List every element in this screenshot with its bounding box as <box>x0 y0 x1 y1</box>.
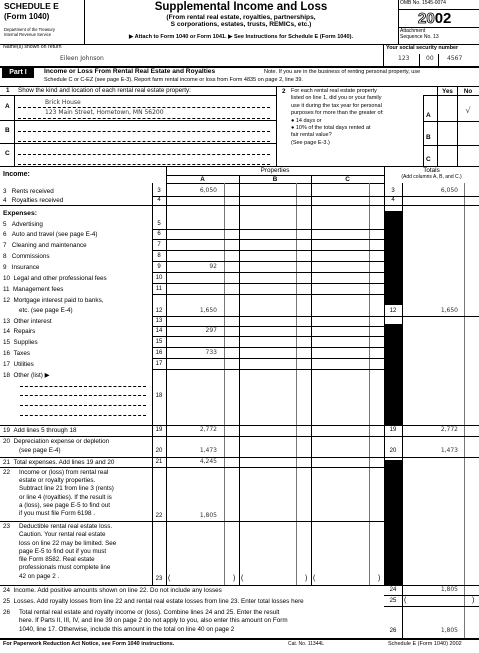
line18-label: 18 Other (list) ▶ <box>3 372 50 379</box>
other-expense-line-4[interactable] <box>20 415 146 416</box>
line20-col-a[interactable]: 1,473 <box>199 447 217 454</box>
line12-label: 12 Mortgage interest paid to banks, <box>3 297 104 304</box>
checkbox-a-no[interactable]: √ <box>465 106 471 115</box>
q2-row-b: B <box>426 134 431 141</box>
line14-label: 14 Repairs <box>3 328 36 335</box>
part1-note-2: Schedule C or C-EZ (see page E-3). Report farm rental income or loss from Form 4835 on page 2, line 39. <box>44 77 303 83</box>
line7-num: 7 <box>157 242 161 248</box>
line3-col-a[interactable]: 6,050 <box>199 187 217 194</box>
line3-total-num: 3 <box>391 188 395 194</box>
line16-label: 16 Taxes <box>3 350 30 357</box>
attachment-label: Attachment <box>400 28 426 34</box>
prop-row-c: C <box>5 150 10 157</box>
ssn-part-3[interactable]: 4567 <box>447 55 463 62</box>
line3-total[interactable]: 6,050 <box>440 187 458 194</box>
form-subtitle-1: (From rental real estate, royalties, partnerships, <box>166 14 316 21</box>
prop-row-a: A <box>5 103 10 110</box>
line21-label: 21 Total expenses. Add lines 19 and 20 <box>3 459 115 466</box>
property-a-location[interactable]: 123 Main Street, Hometown, MN 56200 <box>45 109 164 116</box>
line19-num: 19 <box>155 427 163 433</box>
line24-total[interactable]: 1,805 <box>440 586 458 593</box>
line23-col-b-close: ) <box>305 575 308 582</box>
line25-total[interactable]: ( <box>404 597 407 604</box>
line3-num: 3 <box>157 188 161 194</box>
line22-text: Income or (loss) from rental real estate or royalty properties. Subtract line 21 from line 3 (rents) or line 4 (royalties). If the result is a (loss), see page E-5 to find out if you must file Form 6198 . <box>19 469 114 518</box>
schedule-subtitle: (Form 1040) <box>4 12 50 21</box>
line8-num: 8 <box>157 253 161 259</box>
line7-label: 7 Cleaning and maintenance <box>3 242 87 249</box>
line25-close: ) <box>472 597 475 604</box>
line20-label: 20 Depreciation expense or depletion <box>3 438 110 445</box>
line9-col-a[interactable]: 92 <box>209 263 217 270</box>
line15-num: 15 <box>155 339 163 345</box>
expenses-heading: Expenses: <box>3 210 38 217</box>
line23-col-c-close: ) <box>378 575 381 582</box>
dept-label: Department of the Treasury <box>4 27 55 32</box>
line26-total[interactable]: 1,805 <box>440 627 458 634</box>
sequence-number: Sequence No. 13 <box>400 34 439 40</box>
line4-total-num: 4 <box>391 197 395 203</box>
line1-label: Show the kind and location of each rental real estate property: <box>18 87 191 94</box>
part1-title: Income or Loss From Rental Real Estate and Royalties <box>44 68 216 75</box>
properties-heading: Properties <box>260 167 290 174</box>
omb-number: OMB No. 1545-0074 <box>400 0 446 6</box>
line14-num: 14 <box>155 328 163 334</box>
line10-num: 10 <box>155 275 163 281</box>
q2-row-c: C <box>426 156 431 163</box>
line13-num: 13 <box>155 318 163 324</box>
yes-col-header: Yes <box>442 88 453 95</box>
line21-num: 21 <box>155 459 163 465</box>
checkbox-c-no[interactable] <box>457 146 479 166</box>
totals-subheading: (Add columns A, B, and C.) <box>401 174 462 180</box>
line22-number: 22 <box>3 469 11 476</box>
line20-num: 20 <box>155 448 163 454</box>
line25-num: 25 <box>389 598 397 604</box>
property-b-line-2[interactable] <box>18 141 270 142</box>
line12-num: 12 <box>155 308 163 314</box>
line3-label: 3 Rents received <box>3 188 54 195</box>
checkbox-a-yes[interactable] <box>438 96 457 120</box>
line26-num: 26 <box>389 628 397 634</box>
line26-text: Total rental real estate and royalty income or (loss). Combine lines 24 and 25. Enter the result here. If Parts II, III, IV, and line 39 on page 2 do not apply to you, also enter this amount on Form 1040, line 17. Otherwise, include this amount in the total on line 40 on page 2 <box>19 609 288 633</box>
q2-row-a: A <box>426 112 431 119</box>
other-expense-line-3[interactable] <box>20 405 146 406</box>
line23-col-a-close: ) <box>233 575 236 582</box>
line17-label: 17 Utilities <box>3 361 34 368</box>
line9-label: 9 Insurance <box>3 264 40 271</box>
line13-label: 13 Other interest <box>3 318 52 325</box>
footer-form-id: Schedule E (Form 1040) 2002 <box>388 641 462 647</box>
form-main-title: Supplemental Income and Loss <box>154 1 328 13</box>
line22-num: 22 <box>155 513 163 519</box>
prop-row-b: B <box>5 127 10 134</box>
names-label: Name(s) shown on return <box>3 44 62 50</box>
footer-cat-number: Cat. No. 11344L <box>288 641 325 647</box>
line26-number: 26 <box>3 609 11 616</box>
line23-col-a[interactable]: ( <box>168 575 171 582</box>
line15-label: 15 Supplies <box>3 339 38 346</box>
col-c-heading: C <box>345 176 350 183</box>
property-c-line-2[interactable] <box>18 164 270 165</box>
line24-num: 24 <box>389 587 397 593</box>
line16-num: 16 <box>155 350 163 356</box>
line11-num: 11 <box>155 286 163 292</box>
ssn-part-1[interactable]: 123 <box>398 55 410 62</box>
property-a-kind[interactable]: Brick House <box>45 99 81 106</box>
line6-num: 6 <box>157 231 161 237</box>
checkbox-c-yes[interactable] <box>438 146 457 166</box>
line2-number: 2 <box>282 88 286 95</box>
line19-total[interactable]: 2,772 <box>440 426 458 433</box>
property-c-line-1[interactable] <box>18 154 270 155</box>
property-b-line-1[interactable] <box>18 131 270 132</box>
col-b-heading: B <box>272 176 278 183</box>
schedule-title: SCHEDULE E <box>4 1 59 11</box>
no-col-header: No <box>463 88 473 95</box>
line19-total-num: 19 <box>389 427 397 433</box>
irs-label: Internal Revenue Service <box>4 32 52 37</box>
line12-total-num: 12 <box>389 308 397 314</box>
line4-label: 4 Royalties received <box>3 197 64 204</box>
line20-total-num: 20 <box>389 448 397 454</box>
line12-total[interactable]: 1,650 <box>440 307 458 314</box>
line23-number: 23 <box>3 523 11 530</box>
ssn-part-2[interactable]: 00 <box>426 55 434 62</box>
line14-col-a[interactable]: 297 <box>205 327 217 334</box>
line18-num: 18 <box>155 393 163 399</box>
line23-col-c[interactable]: ( <box>313 575 316 582</box>
line5-num: 5 <box>157 221 161 227</box>
line24-label: 24 Income. Add positive amounts shown on line 22. Do not include any losses <box>3 587 222 594</box>
other-expense-line-2[interactable] <box>20 395 146 396</box>
line9-num: 9 <box>157 264 161 270</box>
line23-text: Deductible rental real estate loss. Caution. Your rental real estate loss on line 22 may be limited. See page E-5 to find out if you must file Form 8582. Real estate professionals must complete line 42 on page 2 . <box>19 523 117 580</box>
other-expense-line-1[interactable] <box>20 386 146 387</box>
line10-label: 10 Legal and other professional fees <box>3 275 107 282</box>
totals-heading: Totals <box>423 167 440 174</box>
line17-num: 17 <box>155 361 163 367</box>
income-heading: Income: <box>3 171 30 178</box>
line12-col-a[interactable]: 1,650 <box>199 307 217 314</box>
line12-label-2: etc. (see page E-4) <box>19 307 73 314</box>
line16-col-a[interactable]: 733 <box>205 349 217 356</box>
line5-label: 5 Advertising <box>3 221 43 228</box>
line25-label: 25 Losses. Add royalty losses from line 22 and rental real estate losses from line 23. Enter total losses here <box>3 598 304 605</box>
line20-total[interactable]: 1,473 <box>440 447 458 454</box>
form-subtitle-2: S corporations, estates, trusts, REMICs, etc.) <box>170 21 312 28</box>
part1-badge: Part I <box>2 68 34 78</box>
checkbox-b-yes[interactable] <box>438 122 457 144</box>
line23-col-b[interactable]: ( <box>241 575 244 582</box>
taxpayer-name[interactable]: Eileen Johnson <box>60 55 104 62</box>
tax-year: 2002 <box>418 10 452 27</box>
line2-question: For each rental real estate property listed on line 1, did you or your family use it during the tax year for personal purposes for more than the greater of: ● 14 days or ● 10% of the total days rented at fair rental value? (See page E-3.) <box>291 88 384 146</box>
line11-label: 11 Management fees <box>3 286 64 293</box>
line23-num: 23 <box>155 576 163 582</box>
checkbox-b-no[interactable] <box>457 122 479 144</box>
line6-label: 6 Auto and travel (see page E-4) <box>3 231 98 238</box>
ssn-label: Your social security number <box>386 45 459 51</box>
line19-label: 19 Add lines 5 through 18 <box>3 427 77 434</box>
line1-number: 1 <box>6 87 10 94</box>
line19-col-a[interactable]: 2,772 <box>199 426 217 433</box>
col-a-heading: A <box>200 176 205 183</box>
line21-col-a[interactable]: 4,245 <box>199 458 217 465</box>
part1-note-1: Note. If you are in the business of renting personal property, use <box>264 69 421 75</box>
line4-num: 4 <box>157 197 161 203</box>
line8-label: 8 Commissions <box>3 253 50 260</box>
attach-instructions: ▶ Attach to Form 1040 or Form 1041. ▶ See Instructions for Schedule E (Form 1040). <box>128 34 354 40</box>
footer-paperwork: For Paperwork Reduction Act Notice, see Form 1040 instructions. <box>3 641 175 647</box>
line22-col-a[interactable]: 1,805 <box>199 512 217 519</box>
line20-label-2: (see page E-4) <box>19 447 61 454</box>
